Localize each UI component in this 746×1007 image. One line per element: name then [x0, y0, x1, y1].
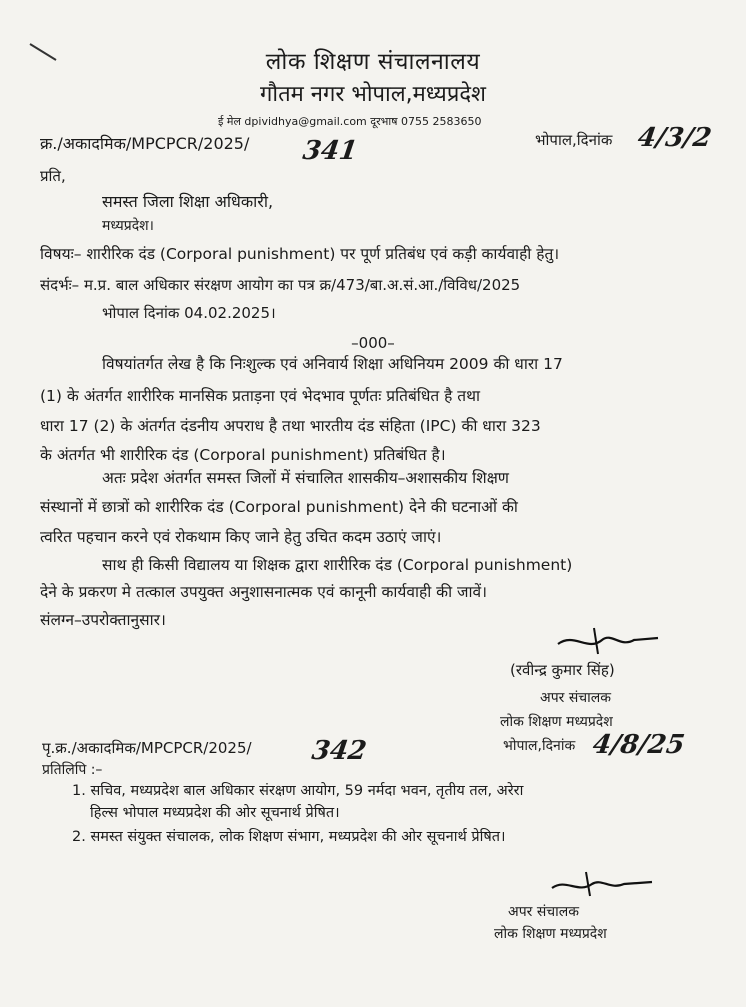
reference-line-1: संदर्भः– म.प्र. बाल अधिकार संरक्षण आयोग का पत्र क्र/473/बा.अ.सं.आ./विविध/2025 — [40, 276, 521, 294]
endorsement-number-handwritten: 342 — [309, 736, 369, 766]
prati-label: प्रति, — [40, 167, 66, 185]
body-line: त्वरित पहचान करने एवं रोकथाम किए जाने हेतु उचित कदम उठाएं जाएं। — [40, 528, 442, 546]
endorsement-reference: पृ.क्र./अकादमिक/MPCPCR/2025/ — [42, 739, 252, 757]
office-address: गौतम नगर भोपाल,मध्यप्रदेश — [260, 82, 486, 107]
endorsement-signatory-title: अपर संचालक — [508, 904, 580, 920]
addressee-line-2: मध्यप्रदेश। — [102, 218, 154, 234]
endorsement-signatory-office: लोक शिक्षण मध्यप्रदेश — [494, 926, 607, 942]
signature-1 — [554, 622, 664, 662]
body-line: देने के प्रकरण मे तत्काल उपयुक्त अनुशासनात्मक एवं कानूनी कार्यवाही की जावें। — [40, 583, 488, 601]
subject-line: विषयः– शारीरिक दंड (Corporal punishment) पर पूर्ण प्रतिबंध एवं कड़ी कार्यवाही हेतु। — [40, 245, 560, 263]
office-name: लोक शिक्षण संचालनालय — [265, 49, 481, 75]
separator: –000– — [351, 334, 395, 352]
signature-2 — [548, 868, 658, 902]
body-line: संस्थानों में छात्रों को शारीरिक दंड (Corporal punishment) देने की घटनाओं की — [40, 498, 518, 516]
copy-list-item: 2. समस्त संयुक्त संचालक, लोक शिक्षण संभाग, मध्यप्रदेश की ओर सूचनार्थ प्रेषित। — [72, 829, 506, 845]
signatory-office: लोक शिक्षण मध्यप्रदेश — [500, 714, 613, 730]
body-line: (1) के अंतर्गत शारीरिक मानसिक प्रताड़ना एवं भेदभाव पूर्णतः प्रतिबंधित है तथा — [40, 387, 481, 405]
body-line: धारा 17 (2) के अंतर्गत दंडनीय अपराध है तथा भारतीय दंड संहिता (IPC) की धारा 323 — [40, 417, 541, 435]
pratilipi-label: प्रतिलिपि :– — [42, 762, 103, 778]
body-line: विषयांतर्गत लेख है कि निःशुल्क एवं अनिवार्य शिक्षा अधिनियम 2009 की धारा 17 — [102, 355, 563, 373]
body-line: अतः प्रदेश अंतर्गत समस्त जिलों में संचालित शासकीय–अशासकीय शिक्षण — [102, 469, 510, 487]
letter-reference: क्र./अकादमिक/MPCPCR/2025/ — [40, 134, 250, 153]
letter-date-handwritten: 4/3/2 — [635, 123, 714, 153]
addressee-line-1: समस्त जिला शिक्षा अधिकारी, — [102, 192, 274, 211]
letter-date-label: भोपाल,दिनांक — [535, 131, 613, 149]
letter-number-handwritten: 341 — [300, 136, 360, 166]
body-line: के अंतर्गत भी शारीरिक दंड (Corporal punishment) प्रतिबंधित है। — [40, 446, 446, 464]
contact-line: ई मेल dpividhya@gmail.com दूरभाष 0755 2583650 — [218, 115, 482, 128]
copy-list-item: 1. सचिव, मध्यप्रदेश बाल अधिकार संरक्षण आयोग, 59 नर्मदा भवन, तृतीय तल, अरेरा — [72, 783, 524, 799]
body-line: साथ ही किसी विद्यालय या शिक्षक द्वारा शारीरिक दंड (Corporal punishment) — [102, 556, 573, 574]
endorsement-date-label: भोपाल,दिनांक — [503, 738, 576, 754]
copy-list-item-cont: हिल्स भोपाल मध्यप्रदेश की ओर सूचनार्थ प्रेषित। — [90, 805, 340, 821]
signatory-title: अपर संचालक — [540, 690, 612, 706]
signatory-name: (रवीन्द्र कुमार सिंह) — [510, 661, 615, 679]
endorsement-date-handwritten: 4/8/25 — [590, 730, 687, 760]
reference-line-2: भोपाल दिनांक 04.02.2025। — [102, 304, 276, 322]
enclosure-line: संलग्न–उपरोक्तानुसार। — [40, 611, 166, 629]
